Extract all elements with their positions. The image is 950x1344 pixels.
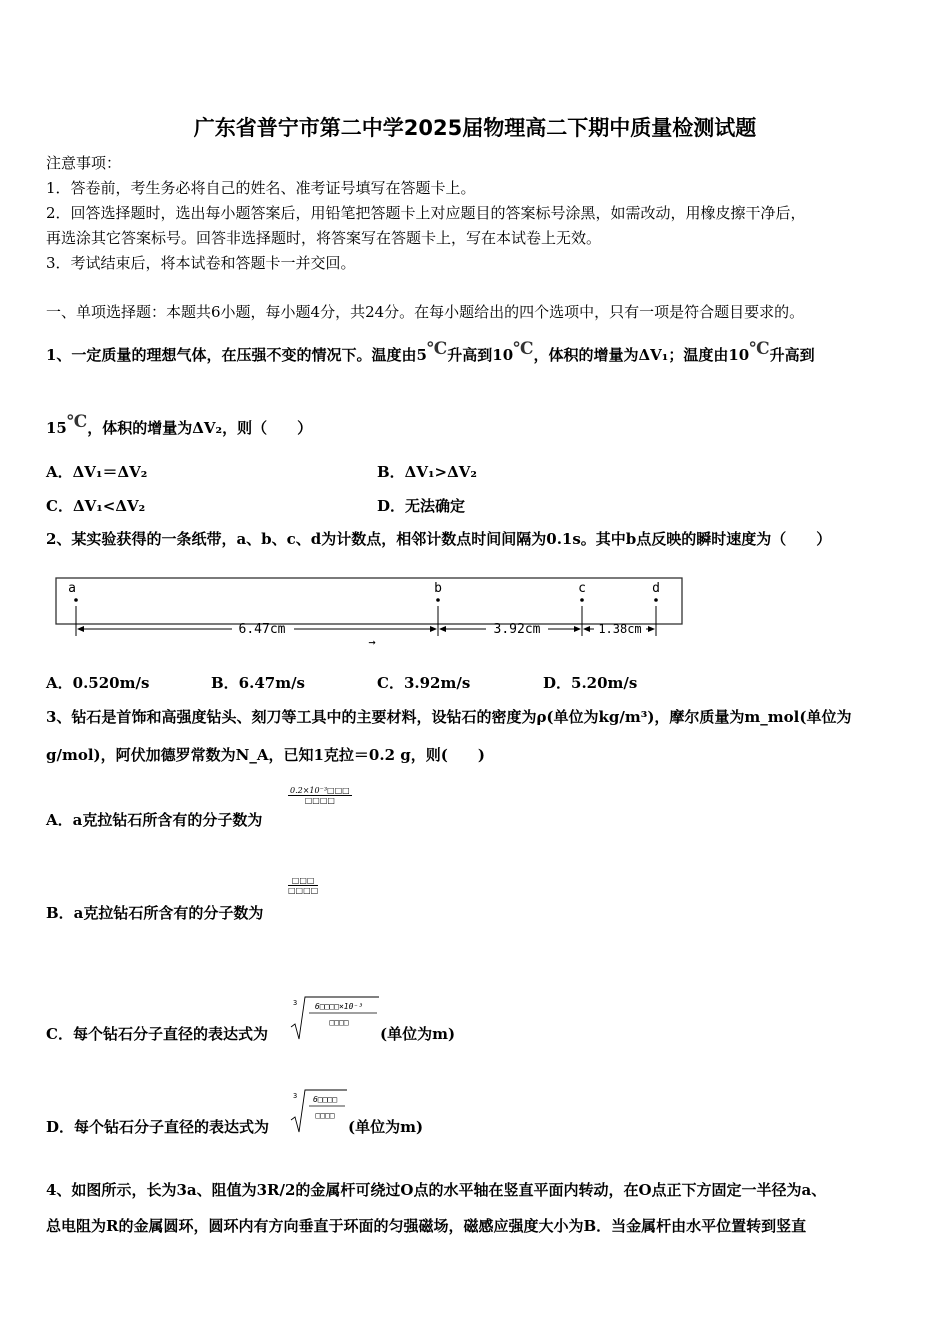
q3-option-d: D．每个钻石分子直径的表达式为	[46, 1118, 270, 1136]
root-numerator: 6□□□□	[312, 1095, 338, 1104]
notice-item: 1．答卷前，考生务必将自己的姓名、准考证号填写在答题卡上。	[46, 179, 476, 197]
q3-option-b: B．a克拉钻石所含有的分子数为	[46, 904, 264, 922]
section-heading: 一、单项选择题：本题共6小题，每小题4分，共24分。在每小题给出的四个选项中，只有一项是符合题目要求的。	[46, 303, 805, 321]
q2-option-d: D．5.20m/s	[543, 674, 638, 692]
q3-option-c: C．每个钻石分子直径的表达式为	[46, 1025, 268, 1043]
question-2-stem: 2、某实验获得的一条纸带，a、b、c、d为计数点，相邻计数点时间间隔为0.1s。其中b点反映的瞬时速度为（ ）	[46, 530, 832, 548]
q2-option-a: A．0.520m/s	[46, 674, 150, 692]
q1-option-a: A．ΔV₁＝ΔV₂	[46, 463, 148, 481]
tape-point	[580, 598, 584, 602]
tape-point-label: d	[652, 581, 660, 596]
q1-option-c: C．ΔV₁<ΔV₂	[46, 497, 146, 515]
question-3-stem-cont: g/mol)，阿伏加德罗常数为N_A，已知1克拉＝0.2 g，则( )	[46, 746, 485, 764]
tape-point	[436, 598, 440, 602]
degree-symbol: ℃	[66, 412, 88, 432]
notice-heading: 注意事项：	[46, 154, 122, 172]
root-denominator: □□□□	[315, 1111, 335, 1120]
question-1-stem-cont: 15℃，体积的增量为ΔV₂，则（ ）	[46, 412, 313, 437]
degree-symbol: ℃	[749, 339, 770, 359]
q3-option-a-fraction: 0.2×10⁻³□□□ □□□□	[290, 786, 350, 805]
page-title: 广东省普宁市第二中学2025届物理高二下期中质量检测试题	[193, 116, 757, 140]
question-1-stem: 1、一定质量的理想气体，在压强不变的情况下。温度由5℃升高到10℃，体积的增量为ΔV₁；温度由10℃升高到	[46, 339, 815, 364]
distance-label-bc: 3.92cm	[493, 622, 541, 637]
q3-option-d-cube-root	[289, 1086, 349, 1138]
distance-label-ab: 6.47cm	[238, 622, 286, 637]
degree-symbol: ℃	[426, 339, 448, 359]
root-index: 3	[293, 999, 298, 1007]
question-4-stem: 4、如图所示，长为3a、阻值为3R/2的金属杆可绕过O点的水平轴在竖直平面内转动，在O点正下方固定一半径为a、	[46, 1181, 827, 1199]
q3-option-c-cube-root	[289, 993, 381, 1045]
tape-point	[74, 598, 78, 602]
q3-option-d-unit: (单位为m)	[348, 1118, 424, 1136]
root-index: 3	[293, 1092, 298, 1100]
paper-tape-figure	[52, 570, 692, 650]
distance-label-cd: 1.38cm	[598, 622, 642, 636]
tape-point	[654, 598, 658, 602]
q3-option-c-unit: (单位为m)	[380, 1025, 456, 1043]
question-4-stem-cont: 总电阻为R的金属圆环，圆环内有方向垂直于环面的匀强磁场，磁感应强度大小为B．当金属杆由水平位置转到竖直	[46, 1217, 807, 1235]
notice-item: 2．回答选择题时，选出每小题答案后，用铅笔把答题卡上对应题目的答案标号涂黑，如需改动，用橡皮擦干净后，	[46, 204, 806, 222]
tape-point-label: a	[68, 581, 76, 596]
q3-option-b-fraction: □□□ □□□□	[288, 876, 319, 895]
degree-symbol: ℃	[513, 339, 534, 359]
notice-item: 再选涂其它答案标号。回答非选择题时，将答案写在答题卡上，写在本试卷上无效。	[46, 229, 602, 247]
root-denominator: □□□□	[329, 1018, 349, 1027]
q3-option-a: A．a克拉钻石所含有的分子数为	[46, 811, 263, 829]
tape-outline	[56, 578, 682, 624]
tape-point-label: c	[578, 581, 586, 596]
q2-option-c: C．3.92m/s	[377, 674, 471, 692]
q2-option-b: B．6.47m/s	[211, 674, 306, 692]
tape-point-label: b	[434, 581, 442, 596]
notice-item: 3．考试结束后，将本试卷和答题卡一并交回。	[46, 254, 356, 272]
q1-option-d: D．无法确定	[377, 497, 466, 515]
direction-arrow: →	[368, 635, 376, 649]
root-numerator: 6□□□□×10⁻³	[314, 1002, 364, 1011]
question-3-stem: 3、钻石是首饰和高强度钻头、刻刀等工具中的主要材料，设钻石的密度为ρ(单位为kg/m³)，摩尔质量为m_mol(单位为	[46, 708, 852, 726]
q1-option-b: B．ΔV₁>ΔV₂	[377, 463, 477, 481]
